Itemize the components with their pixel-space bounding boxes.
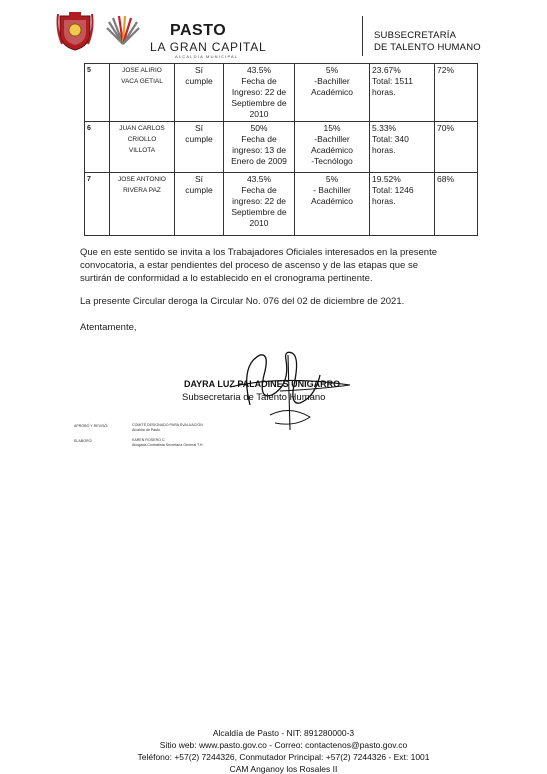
brand-subtitle: ALCALDÍA MUNICIPAL xyxy=(175,54,239,59)
brand-name: PASTO xyxy=(170,22,227,39)
elaborated-label: ELABORÓ: xyxy=(74,439,93,443)
seniority-score: 43.5% Fecha de Ingreso: 22 de Septiembre de 2010 xyxy=(224,64,295,122)
meets-requirements: Sí cumple xyxy=(175,173,224,236)
meets-requirements: Sí cumple xyxy=(175,122,224,173)
pasto-flower-logo-icon xyxy=(103,12,143,52)
footer-web-email: Sitio web: www.pasto.gov.co - Correo: contactenos@pasto.gov.co xyxy=(159,740,408,750)
header-divider xyxy=(362,16,363,56)
footer-phone: Teléfono: +57(2) 7244326, Conmutador Principal: +57(2) 7244326 - Ext: 1001 xyxy=(137,752,430,762)
footer-address: CAM Anganoy los Rosales II xyxy=(229,764,338,774)
candidate-name: JUAN CARLOS CRIOLLO VILLOTA xyxy=(110,122,175,173)
department-line-1: SUBSECRETARÍA xyxy=(374,30,457,41)
education-score: 15% -Bachiller Académico -Tecnólogo xyxy=(295,122,370,173)
total-score: 68% xyxy=(435,173,478,236)
candidate-name: JOSE ALIRIO VACA GETIAL xyxy=(110,64,175,122)
department-line-2: DE TALENTO HUMANO xyxy=(374,42,481,53)
results-table xyxy=(84,63,478,236)
elaborated-value: KAREN ROSERO C. Abogada Contratista Secretaría General T.H. xyxy=(132,438,204,447)
education-score: 5% -Bachiller Académico xyxy=(295,64,370,122)
training-score: 19.52% Total: 1246 horas. xyxy=(370,173,435,236)
signer-name: DAYRA LUZ PALADINES UNIGARRO xyxy=(184,379,341,389)
row-number: 5 xyxy=(85,64,110,122)
approval-value: COMITÉ DESIGNADO PARA EVALUACIÓN Alcaldía de Pasto xyxy=(132,423,203,432)
invitation-paragraph: Que en este sentido se invita a los Trabajadores Oficiales interesados en la presente convocatoria, a estar pendientes del proceso de ascenso y de las etapas que se surtirán de conformidad a lo establecido en el cronograma pertinente. xyxy=(80,247,437,284)
footer-nit: Alcaldía de Pasto - NIT: 891280000-3 xyxy=(212,728,355,738)
brand-tagline: LA GRAN CAPITAL xyxy=(150,40,267,54)
seniority-score: 50% Fecha de ingreso: 13 de Enero de 2009 xyxy=(224,122,295,173)
meets-requirements: Sí cumple xyxy=(175,64,224,122)
total-score: 72% xyxy=(435,64,478,122)
candidate-name: JOSE ANTONIO RIVERA PAZ xyxy=(110,173,175,236)
approval-label: APROBÓ Y REVISÓ: xyxy=(74,424,109,428)
signer-role: Subsecretaria de Talento Humano xyxy=(182,392,326,403)
table-row xyxy=(85,64,478,122)
pasto-coat-of-arms-icon xyxy=(54,10,96,52)
row-number: 6 xyxy=(85,122,110,173)
table-row xyxy=(85,122,478,173)
table-row xyxy=(85,173,478,236)
closing-salutation: Atentamente, xyxy=(80,322,137,333)
total-score: 70% xyxy=(435,122,478,173)
training-score: 23.67% Total: 1511 horas. xyxy=(370,64,435,122)
education-score: 5% - Bachiller Académico xyxy=(295,173,370,236)
seniority-score: 43.5% Fecha de ingreso: 22 de Septiembre de 2010 xyxy=(224,173,295,236)
training-score: 5.33% Total: 340 horas. xyxy=(370,122,435,173)
derogation-paragraph: La presente Circular deroga la Circular No. 076 del 02 de diciembre de 2021. xyxy=(80,296,405,307)
row-number: 7 xyxy=(85,173,110,236)
handwritten-signature-icon xyxy=(220,345,360,435)
